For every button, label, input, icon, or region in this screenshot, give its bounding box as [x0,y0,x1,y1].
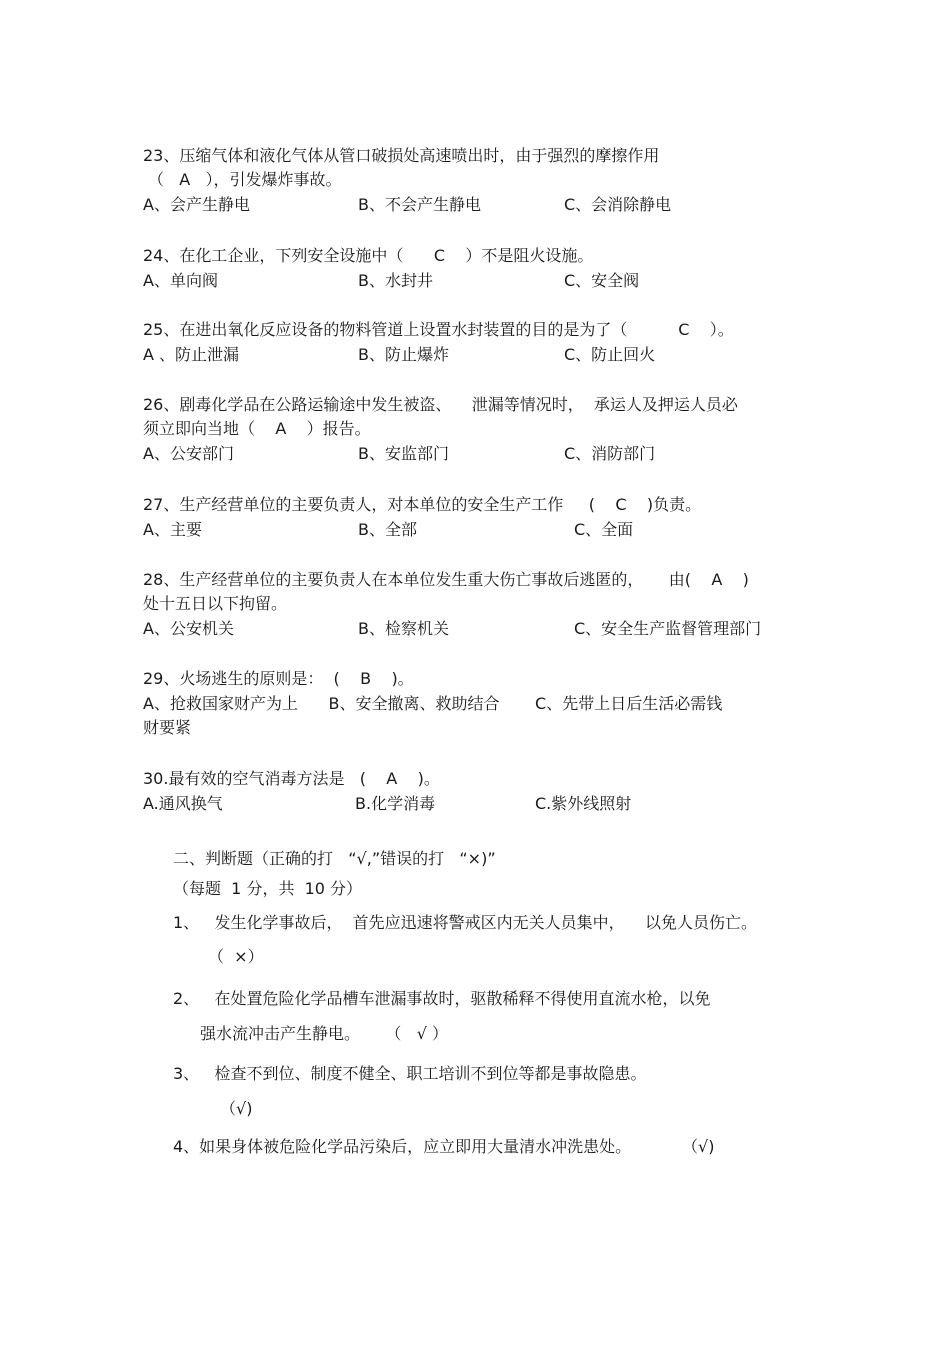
section-2-scoring: （每题 1 分，共 10 分） [173,879,363,898]
question-29-text: 29、火场逃生的原则是： ( B )。 [143,669,414,688]
question-26-text: 26、剧毒化学品在公路运输途中发生被盗、 泄漏等情况时， 承运人及押运人员必 [143,395,738,414]
question-28-option-a: A、公安机关 [143,619,234,638]
question-27-option-b: B、全部 [358,520,417,539]
question-26-option-a: A、公安部门 [143,444,234,463]
question-27-text: 27、生产经营单位的主要负责人，对本单位的安全生产工作 ( C )负责。 [143,495,702,514]
question-23-option-c: C、会消除静电 [564,195,672,214]
tf-question-1-answer: （ ×） [208,947,264,966]
question-25-text: 25、在进出氧化反应设备的物料管道上设置水封装置的目的是为了（ C ）。 [143,320,734,339]
question-30-option-c: C.紫外线照射 [535,794,632,813]
question-26-text-cont: 须立即向当地（ A ）报告。 [143,419,371,438]
tf-question-3: 3、 检查不到位、制度不健全、职工培训不到位等都是事故隐患。 [173,1064,647,1083]
question-27-option-a: A、主要 [143,520,202,539]
section-2-title: 二、判断题（正确的打 “√,”错误的打 “×)” [173,849,496,868]
question-28-text-cont: 处十五日以下拘留。 [143,594,288,613]
question-26-option-c: C、消防部门 [564,444,656,463]
question-30-option-b: B.化学消毒 [355,794,436,813]
question-25-option-c: C、防止回火 [564,345,656,364]
question-23-text: 23、压缩气体和液化气体从管口破损处高速喷出时，由于强烈的摩擦作用 [143,146,660,165]
question-24-text: 24、在化工企业，下列安全设施中（ C ）不是阻火设施。 [143,246,594,265]
question-27-option-c: C、全面 [574,520,634,539]
question-30-option-a: A.通风换气 [143,794,223,813]
tf-question-3-answer: （√) [220,1099,253,1118]
question-28-option-b: B、检察机关 [358,619,449,638]
question-25-option-a: A 、防止泄漏 [143,345,240,364]
question-25-option-b: B、防止爆炸 [358,345,449,364]
question-23-option-a: A、会产生静电 [143,195,250,214]
tf-question-4: 4、如果身体被危险化学品污染后，应立即用大量清水冲洗患处。 （√) [173,1137,715,1156]
tf-question-2: 2、 在处置危险化学品槽车泄漏事故时，驱散稀释不得使用直流水枪，以免 [173,989,711,1008]
question-29-options: A、抢救国家财产为上 B、安全撤离、救助结合 C、先带上日后生活必需钱 [143,694,723,713]
question-29-options-cont: 财要紧 [143,718,192,737]
tf-question-2-cont: 强水流冲击产生静电。 （ √ ） [200,1024,448,1043]
question-24-option-a: A、单向阀 [143,271,218,290]
question-23-text-cont: （ A ），引发爆炸事故。 [148,170,342,189]
question-24-option-b: B、水封井 [358,271,433,290]
question-28-text: 28、生产经营单位的主要负责人在本单位发生重大伤亡事故后逃匿的， 由( A ) [143,570,749,589]
tf-question-1: 1、 发生化学事故后， 首先应迅速将警戒区内无关人员集中， 以免人员伤亡。 [173,913,757,932]
question-28-option-c: C、安全生产监督管理部门 [574,619,762,638]
question-26-option-b: B、安监部门 [358,444,449,463]
question-30-text: 30.最有效的空气消毒方法是 ( A )。 [143,769,440,788]
question-23-option-b: B、不会产生静电 [358,195,481,214]
question-24-option-c: C、安全阀 [564,271,640,290]
